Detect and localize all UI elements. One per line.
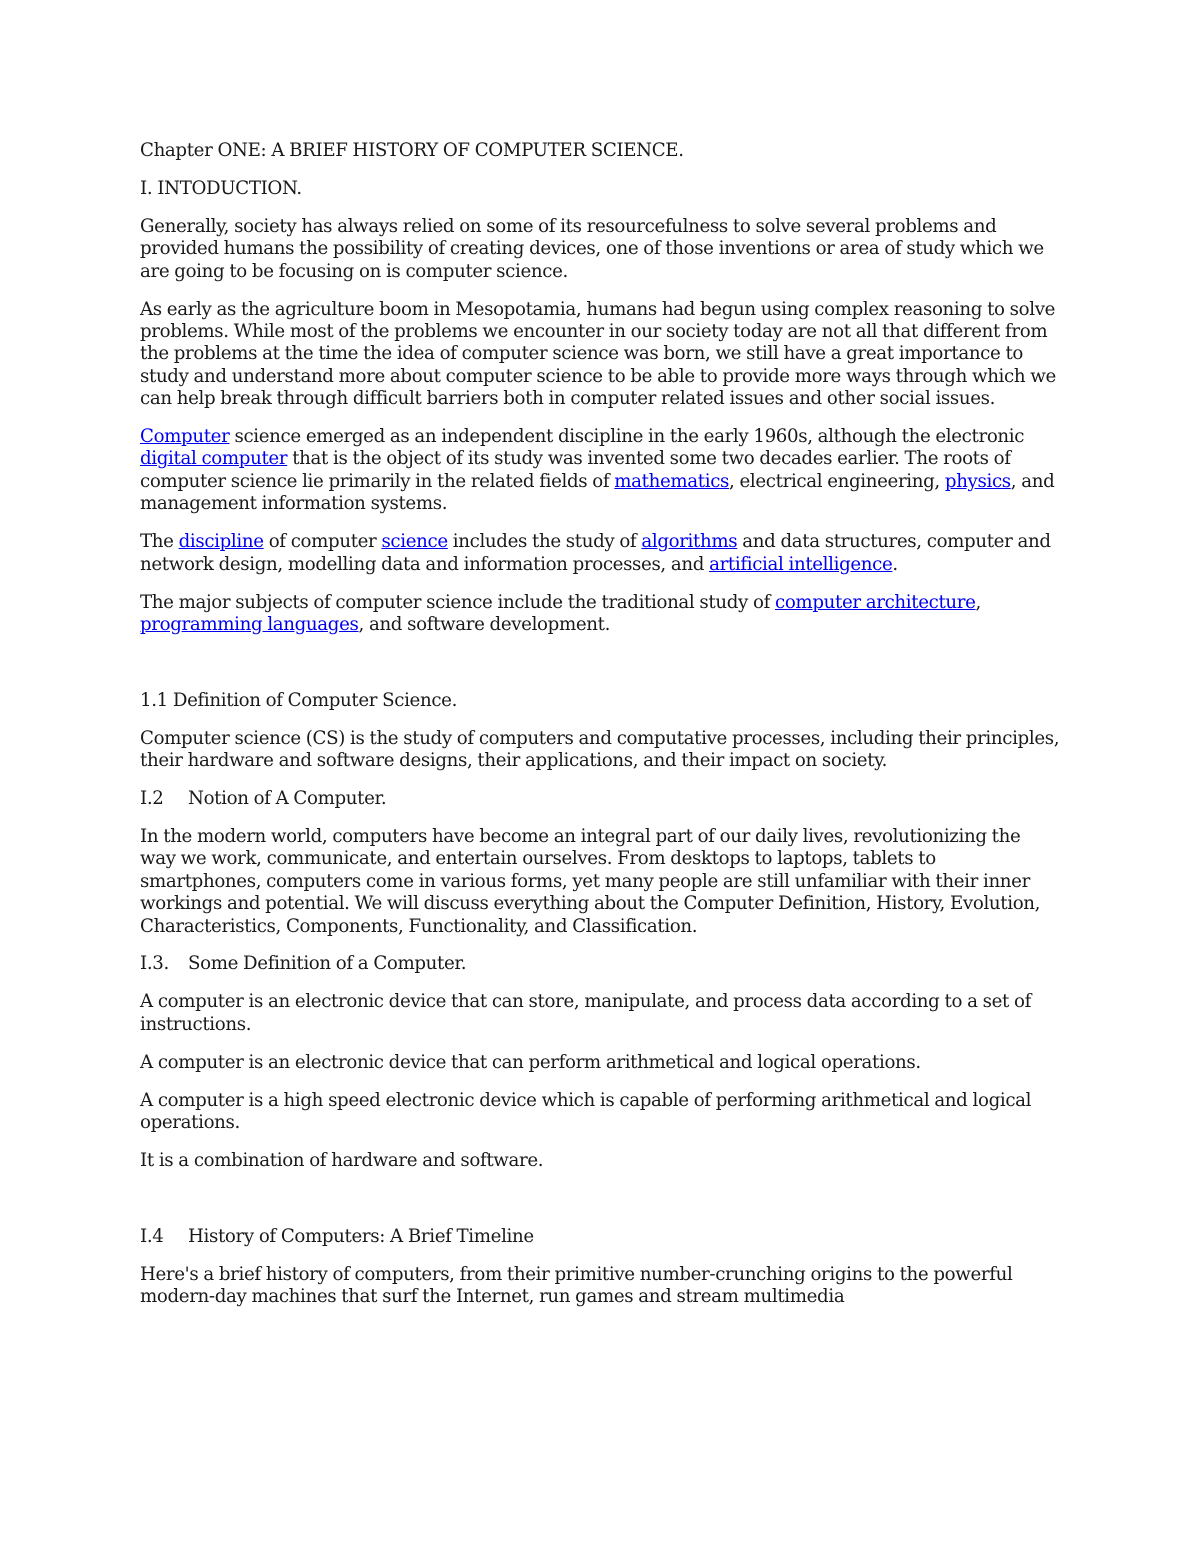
blank-line — [140, 652, 1060, 690]
some-definition-number: I.3. — [140, 953, 169, 975]
document-body — [140, 140, 1060, 1324]
discipline-text-2: includes the study of — [447, 531, 642, 553]
intro-paragraph-2: As early as the agriculture boom in Mesopotamia, humans had begun using complex reasoning to solve problems. While most of the problems we encounter in our society today are not all that different from the problems at the time the idea of computer science was born, we still have a great importance to study and understand more about computer science to be able to provide more ways through which we can help break through difficult barriers both in computer related issues and other social issues. — [140, 298, 1056, 410]
history-title: History of Computers: A Brief Timeline — [188, 1225, 534, 1247]
discipline-text-3: and data structures, computer and network design, modelling data and information processes, and — [140, 531, 1051, 575]
notion-heading — [140, 788, 1060, 810]
origins-text-2: that is the object of its study was invented some two decades earlier. The roots of computer science lie primarily in the related fields of — [140, 448, 1011, 492]
definition-heading: 1.1 Definition of Computer Science. — [140, 689, 457, 711]
origins-text-4: , and management information systems. — [140, 470, 1055, 515]
notion-title: Notion of A Computer. — [188, 788, 387, 810]
intro-heading: I. INTODUCTION. — [140, 177, 302, 199]
origins-paragraph — [140, 426, 1060, 516]
notion-number: I.2 — [140, 788, 164, 810]
some-definition-heading — [140, 953, 1060, 975]
link-algorithms[interactable]: algorithms — [641, 531, 738, 553]
link-digital-computer[interactable]: digital computer — [140, 448, 288, 470]
chapter-title: Chapter ONE: A BRIEF HISTORY OF COMPUTER SCIENCE. — [140, 140, 684, 161]
subjects-text-2: , and software development. — [358, 613, 611, 635]
link-physics[interactable]: physics — [944, 470, 1011, 492]
discipline-text-4: . — [892, 553, 898, 575]
history-heading — [140, 1226, 1060, 1248]
origins-text-1: science emerged as an independent discipline in the early 1960s, although the electronic — [229, 426, 1025, 448]
subjects-text-1: , — [975, 591, 981, 613]
link-mathematics[interactable]: mathematics — [614, 470, 730, 492]
link-programming-languages[interactable]: programming languages — [140, 613, 359, 635]
discipline-text-0: The — [140, 531, 179, 553]
some-definition-title: Some Definition of a Computer. — [188, 953, 467, 975]
subjects-text-0: The major subjects of computer science include the traditional study of — [140, 591, 775, 613]
history-paragraph: Here's a brief history of computers, from their primitive number-crunching origins to the powerful modern-day machines that surf the Internet, run games and stream multimedia — [140, 1263, 1013, 1308]
link-discipline[interactable]: discipline — [178, 531, 264, 553]
discipline-paragraph — [140, 531, 1060, 576]
definition-4: It is a combination of hardware and software. — [140, 1149, 544, 1171]
definition-3: A computer is a high speed electronic device which is capable of performing arithmetical and logical operations. — [140, 1089, 1032, 1133]
definition-1: A computer is an electronic device that can store, manipulate, and process data according to a set of instructions. — [140, 991, 1031, 1035]
history-number: I.4 — [140, 1225, 164, 1247]
link-computer[interactable]: Computer — [140, 426, 230, 448]
definition-paragraph: Computer science (CS) is the study of computers and computative processes, including their principles, their hardware and software designs, their applications, and their impact on society. — [140, 727, 1060, 772]
blank-line — [140, 1188, 1060, 1226]
link-computer-architecture[interactable]: computer architecture — [775, 591, 976, 613]
definition-2: A computer is an electronic device that can perform arithmetical and logical operations. — [140, 1051, 921, 1073]
subjects-paragraph — [140, 592, 1060, 637]
origins-text-3: , electrical engineering, — [729, 470, 945, 492]
notion-paragraph: In the modern world, computers have become an integral part of our daily lives, revolutionizing the way we work, communicate, and entertain ourselves. From desktops to laptops, tablets to smartphones, computers come in various forms, yet many people are still unfamiliar with their inner workings and potential. We will discuss everything about the Computer Definition, History, Evolution, Characteristics, Components, Functionality, and Classification. — [140, 825, 1041, 937]
link-artificial-intelligence[interactable]: artificial intelligence — [709, 553, 893, 575]
link-science[interactable]: science — [381, 531, 448, 553]
discipline-text-1: of computer — [263, 531, 382, 553]
intro-paragraph-1: Generally, society has always relied on some of its resourcefulness to solve several problems and provided humans the possibility of creating devices, one of those inventions or area of study which we are going to be focusing on is computer science. — [140, 215, 1044, 282]
